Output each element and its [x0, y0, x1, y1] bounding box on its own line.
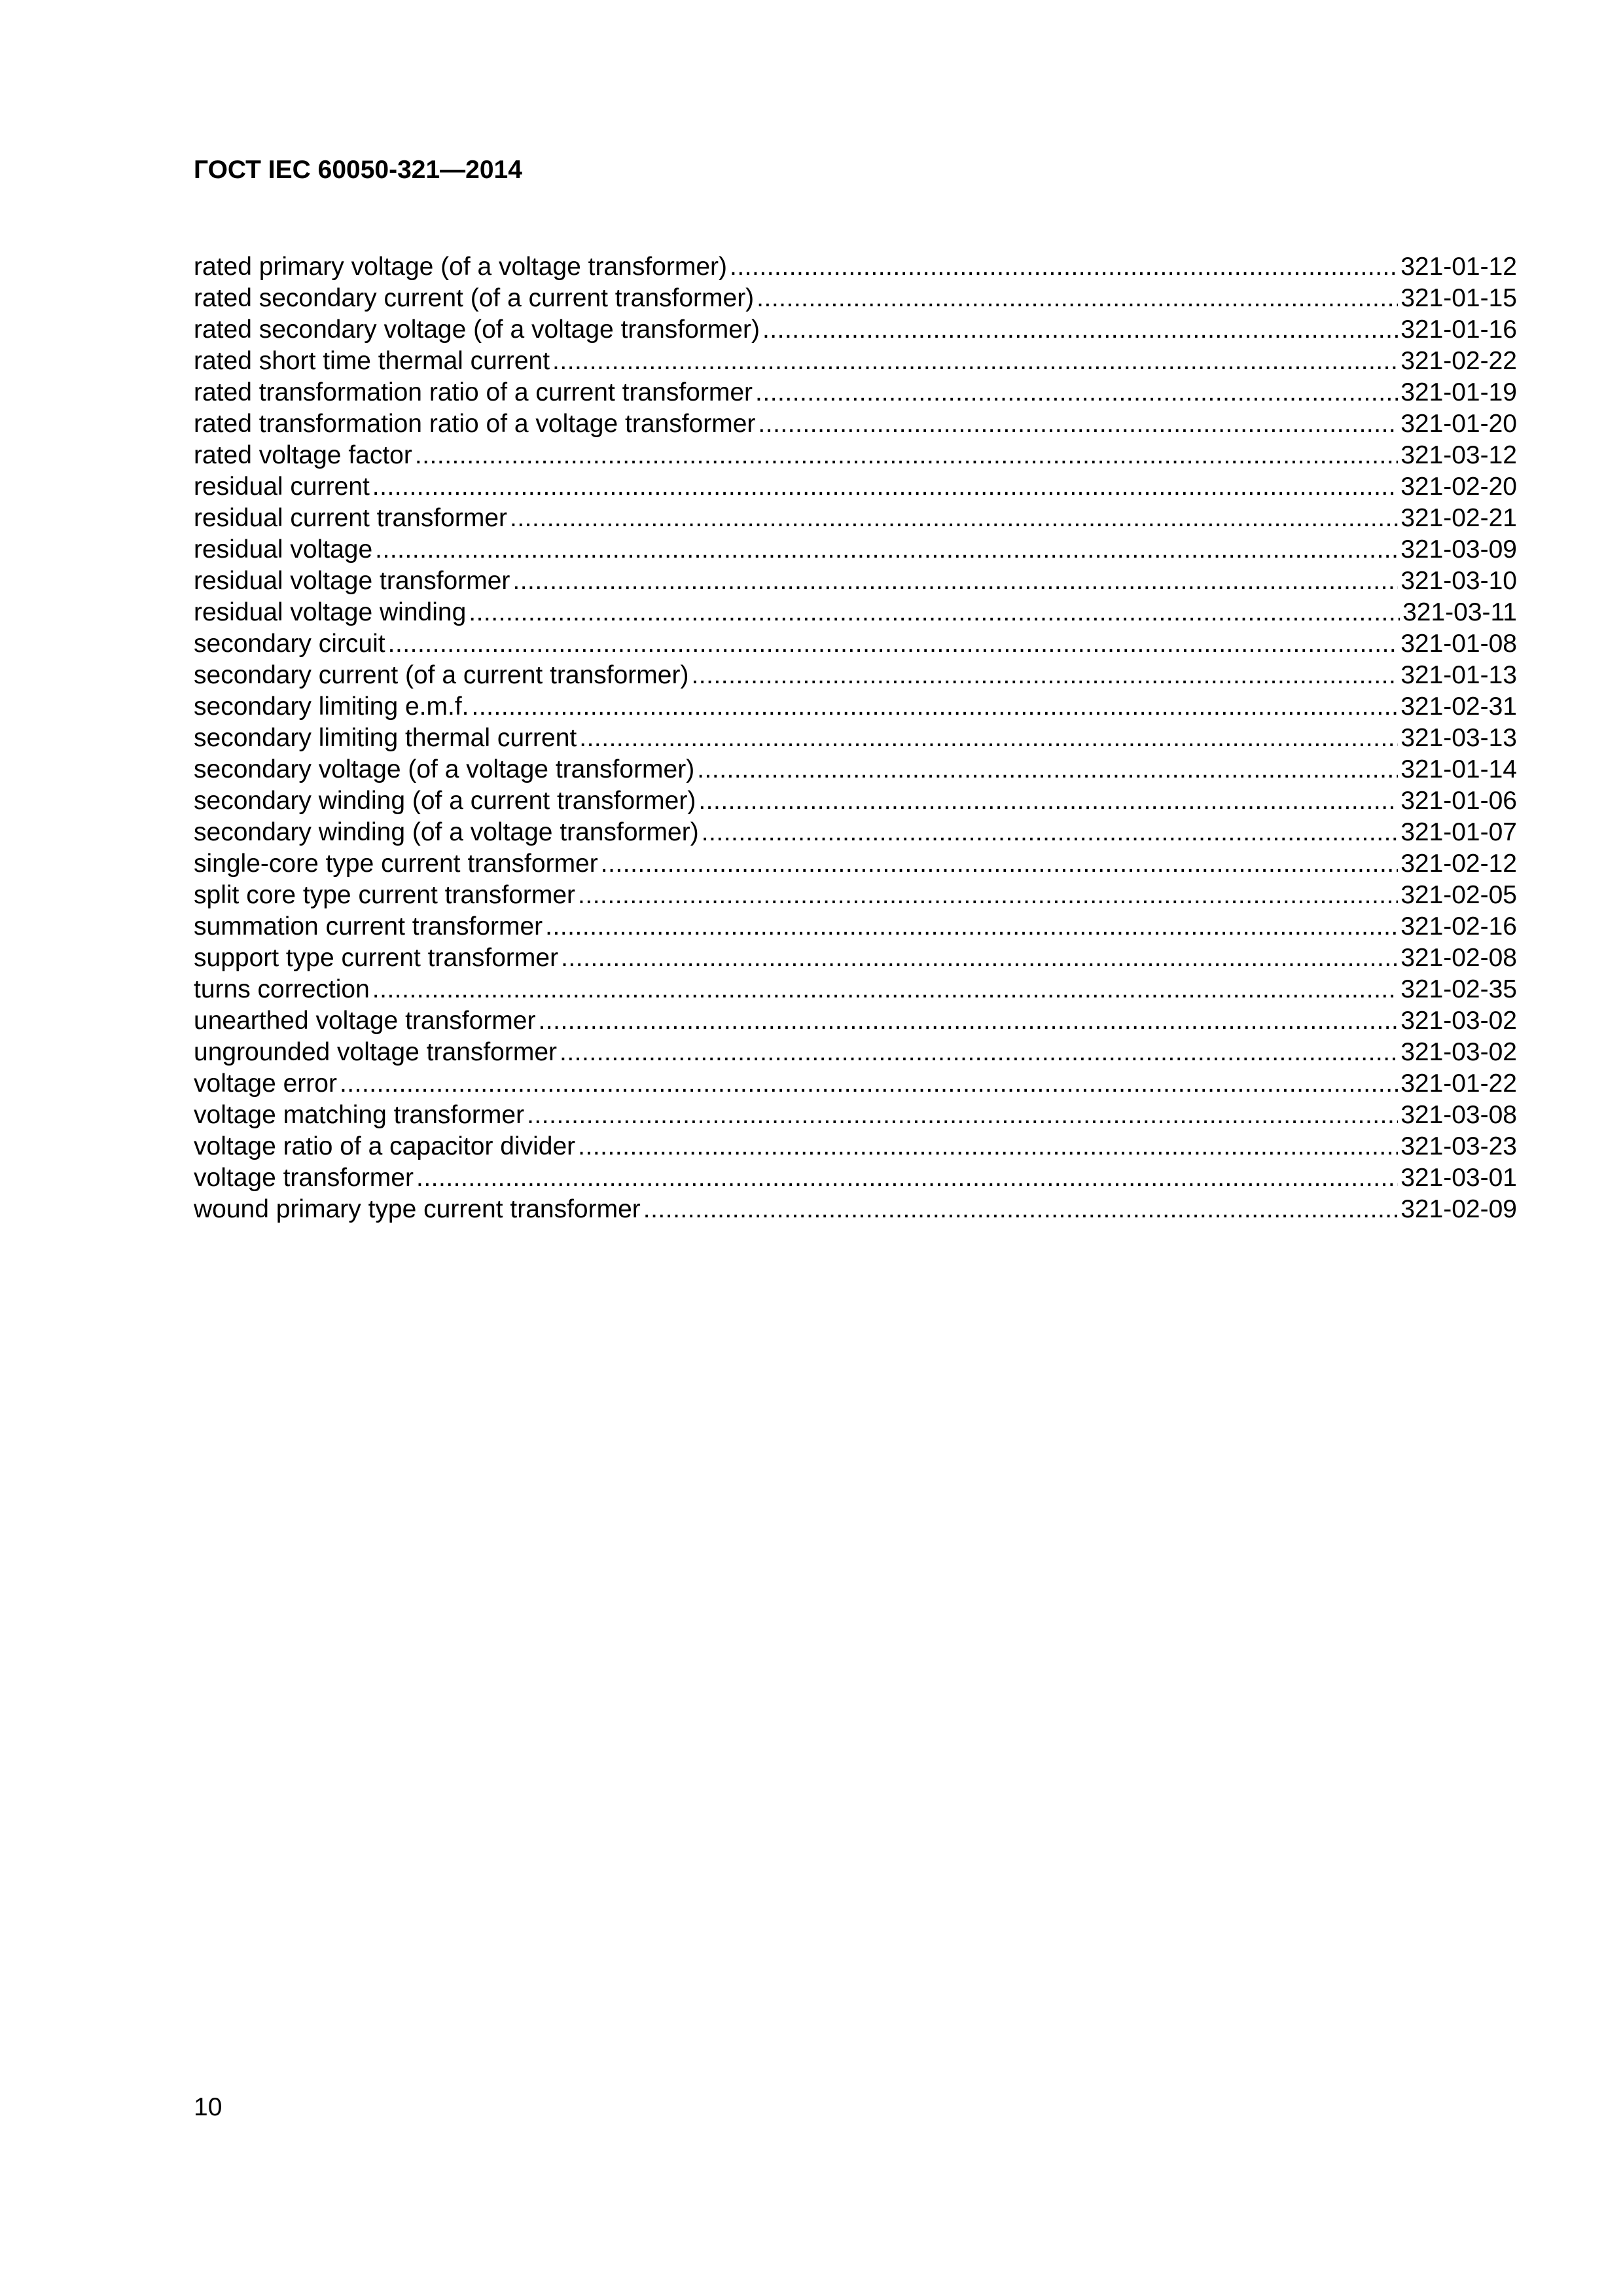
dot-leader: [755, 377, 1398, 408]
index-ref: 321-02-20: [1400, 473, 1517, 501]
index-term: secondary circuit: [194, 630, 385, 658]
dot-leader: [579, 723, 1398, 754]
index-ref: 321-02-31: [1400, 692, 1517, 721]
dot-leader: [375, 534, 1398, 565]
index-entry: [194, 785, 1517, 817]
dot-leader: [762, 314, 1398, 346]
index-term: rated voltage factor: [194, 441, 412, 469]
index-entry: [194, 346, 1517, 377]
index-term: residual voltage transformer: [194, 567, 510, 595]
dot-leader: [388, 628, 1399, 660]
index-ref: 321-03-12: [1400, 441, 1517, 469]
index-ref: 321-01-12: [1400, 253, 1517, 281]
index-term: wound primary type current transformer: [194, 1195, 641, 1223]
index-term: rated secondary current (of a current transformer): [194, 284, 755, 312]
index-ref: 321-01-08: [1400, 630, 1517, 658]
dot-leader: [643, 1194, 1398, 1225]
index-entry: [194, 628, 1517, 660]
index-ref: 321-02-12: [1400, 850, 1517, 878]
index-entry: [194, 880, 1517, 911]
index-ref: 321-02-35: [1400, 975, 1517, 1003]
dot-leader: [561, 942, 1398, 974]
index-ref: 321-01-14: [1400, 755, 1517, 783]
index-term: secondary voltage (of a voltage transformer): [194, 755, 695, 783]
index-ref: 321-02-05: [1400, 881, 1517, 909]
index-ref: 321-01-19: [1400, 378, 1517, 406]
index-entry: [194, 440, 1517, 471]
index-term: unearthed voltage transformer: [194, 1007, 536, 1035]
index-ref: 321-02-22: [1400, 347, 1517, 375]
dot-leader: [702, 817, 1398, 848]
index-entry: [194, 1194, 1517, 1225]
index-ref: 321-01-16: [1400, 315, 1517, 344]
index-ref: 321-02-09: [1400, 1195, 1517, 1223]
dot-leader: [372, 974, 1398, 1005]
index-entry: [194, 691, 1517, 723]
index-ref: 321-03-02: [1400, 1007, 1517, 1035]
index-ref: 321-01-20: [1400, 410, 1517, 438]
index-term: rated transformation ratio of a voltage transformer: [194, 410, 756, 438]
dot-leader: [512, 565, 1398, 597]
index-ref: 321-03-08: [1400, 1101, 1517, 1129]
index-ref: 321-01-15: [1400, 284, 1517, 312]
index-ref: 321-03-13: [1400, 724, 1517, 752]
index-entry: [194, 1131, 1517, 1162]
dot-leader: [472, 691, 1399, 723]
index-term: voltage error: [194, 1069, 337, 1098]
index-ref: 321-01-07: [1400, 818, 1517, 846]
index-term: voltage transformer: [194, 1164, 414, 1192]
index-entry: [194, 660, 1517, 691]
dot-leader: [698, 785, 1398, 817]
index-entry: [194, 314, 1517, 346]
index-entry: [194, 377, 1517, 408]
dot-leader: [527, 1100, 1398, 1131]
index-entry: [194, 848, 1517, 880]
dot-leader: [469, 597, 1400, 628]
index-ref: 321-03-02: [1400, 1038, 1517, 1066]
index-entry: [194, 534, 1517, 565]
index-term: residual current transformer: [194, 504, 508, 532]
dot-leader: [578, 1131, 1398, 1162]
index-entry: [194, 1162, 1517, 1194]
index-term: turns correction: [194, 975, 370, 1003]
index-term: residual voltage winding: [194, 598, 467, 626]
index-term: rated short time thermal current: [194, 347, 550, 375]
dot-leader: [601, 848, 1398, 880]
document-header: ГОСТ IEC 60050-321—2014: [194, 156, 522, 184]
index-ref: 321-01-06: [1400, 787, 1517, 815]
index-ref: 321-03-23: [1400, 1132, 1517, 1160]
index-term: secondary limiting e.m.f.: [194, 692, 469, 721]
index-term: secondary winding (of a voltage transformer): [194, 818, 699, 846]
index-term: support type current transformer: [194, 944, 559, 972]
index-entry: [194, 1005, 1517, 1037]
index-term: voltage ratio of a capacitor divider: [194, 1132, 576, 1160]
index-entry: [194, 974, 1517, 1005]
dot-leader: [545, 911, 1398, 942]
index-entry: [194, 723, 1517, 754]
index-term: secondary current (of a current transformer): [194, 661, 689, 689]
dot-leader: [730, 251, 1398, 283]
index-entry: [194, 565, 1517, 597]
index-term: summation current transformer: [194, 912, 543, 941]
index-ref: 321-03-10: [1400, 567, 1517, 595]
index-term: split core type current transformer: [194, 881, 576, 909]
index-entry: [194, 754, 1517, 785]
dot-leader: [416, 1162, 1398, 1194]
dot-leader: [578, 880, 1398, 911]
dot-leader: [691, 660, 1398, 691]
index-ref: 321-02-21: [1400, 504, 1517, 532]
dot-leader: [560, 1037, 1398, 1068]
dot-leader: [552, 346, 1398, 377]
index-term: rated secondary voltage (of a voltage transformer): [194, 315, 760, 344]
index-term: single-core type current transformer: [194, 850, 598, 878]
index-entry: [194, 471, 1517, 503]
index-ref: 321-03-11: [1402, 598, 1517, 626]
index-entry: [194, 1037, 1517, 1068]
index-ref: 321-01-22: [1400, 1069, 1517, 1098]
dot-leader: [340, 1068, 1398, 1100]
dot-leader: [415, 440, 1398, 471]
index-term: voltage matching transformer: [194, 1101, 525, 1129]
dot-leader: [510, 503, 1398, 534]
index-term: residual current: [194, 473, 370, 501]
index-entry: [194, 283, 1517, 314]
index-entry: [194, 1100, 1517, 1131]
dot-leader: [697, 754, 1398, 785]
index-entry: [194, 911, 1517, 942]
dot-leader: [757, 283, 1398, 314]
index-entry: [194, 251, 1517, 283]
page-number: 10: [194, 2093, 223, 2121]
index-entry: [194, 408, 1517, 440]
index-entry: [194, 817, 1517, 848]
index-term: secondary limiting thermal current: [194, 724, 577, 752]
index-entry: [194, 942, 1517, 974]
index-entry: [194, 1068, 1517, 1100]
index-term: rated transformation ratio of a current transformer: [194, 378, 753, 406]
dot-leader: [758, 408, 1398, 440]
dot-leader: [538, 1005, 1398, 1037]
index-entry: [194, 597, 1517, 628]
index-ref: 321-02-08: [1400, 944, 1517, 972]
index-term: secondary winding (of a current transformer): [194, 787, 696, 815]
index-ref: 321-01-13: [1400, 661, 1517, 689]
index-term: ungrounded voltage transformer: [194, 1038, 558, 1066]
index-list: [194, 251, 1517, 1225]
index-ref: 321-02-16: [1400, 912, 1517, 941]
index-term: rated primary voltage (of a voltage transformer): [194, 253, 728, 281]
dot-leader: [372, 471, 1398, 503]
index-term: residual voltage: [194, 535, 373, 564]
index-ref: 321-03-01: [1400, 1164, 1517, 1192]
index-entry: [194, 503, 1517, 534]
index-ref: 321-03-09: [1400, 535, 1517, 564]
